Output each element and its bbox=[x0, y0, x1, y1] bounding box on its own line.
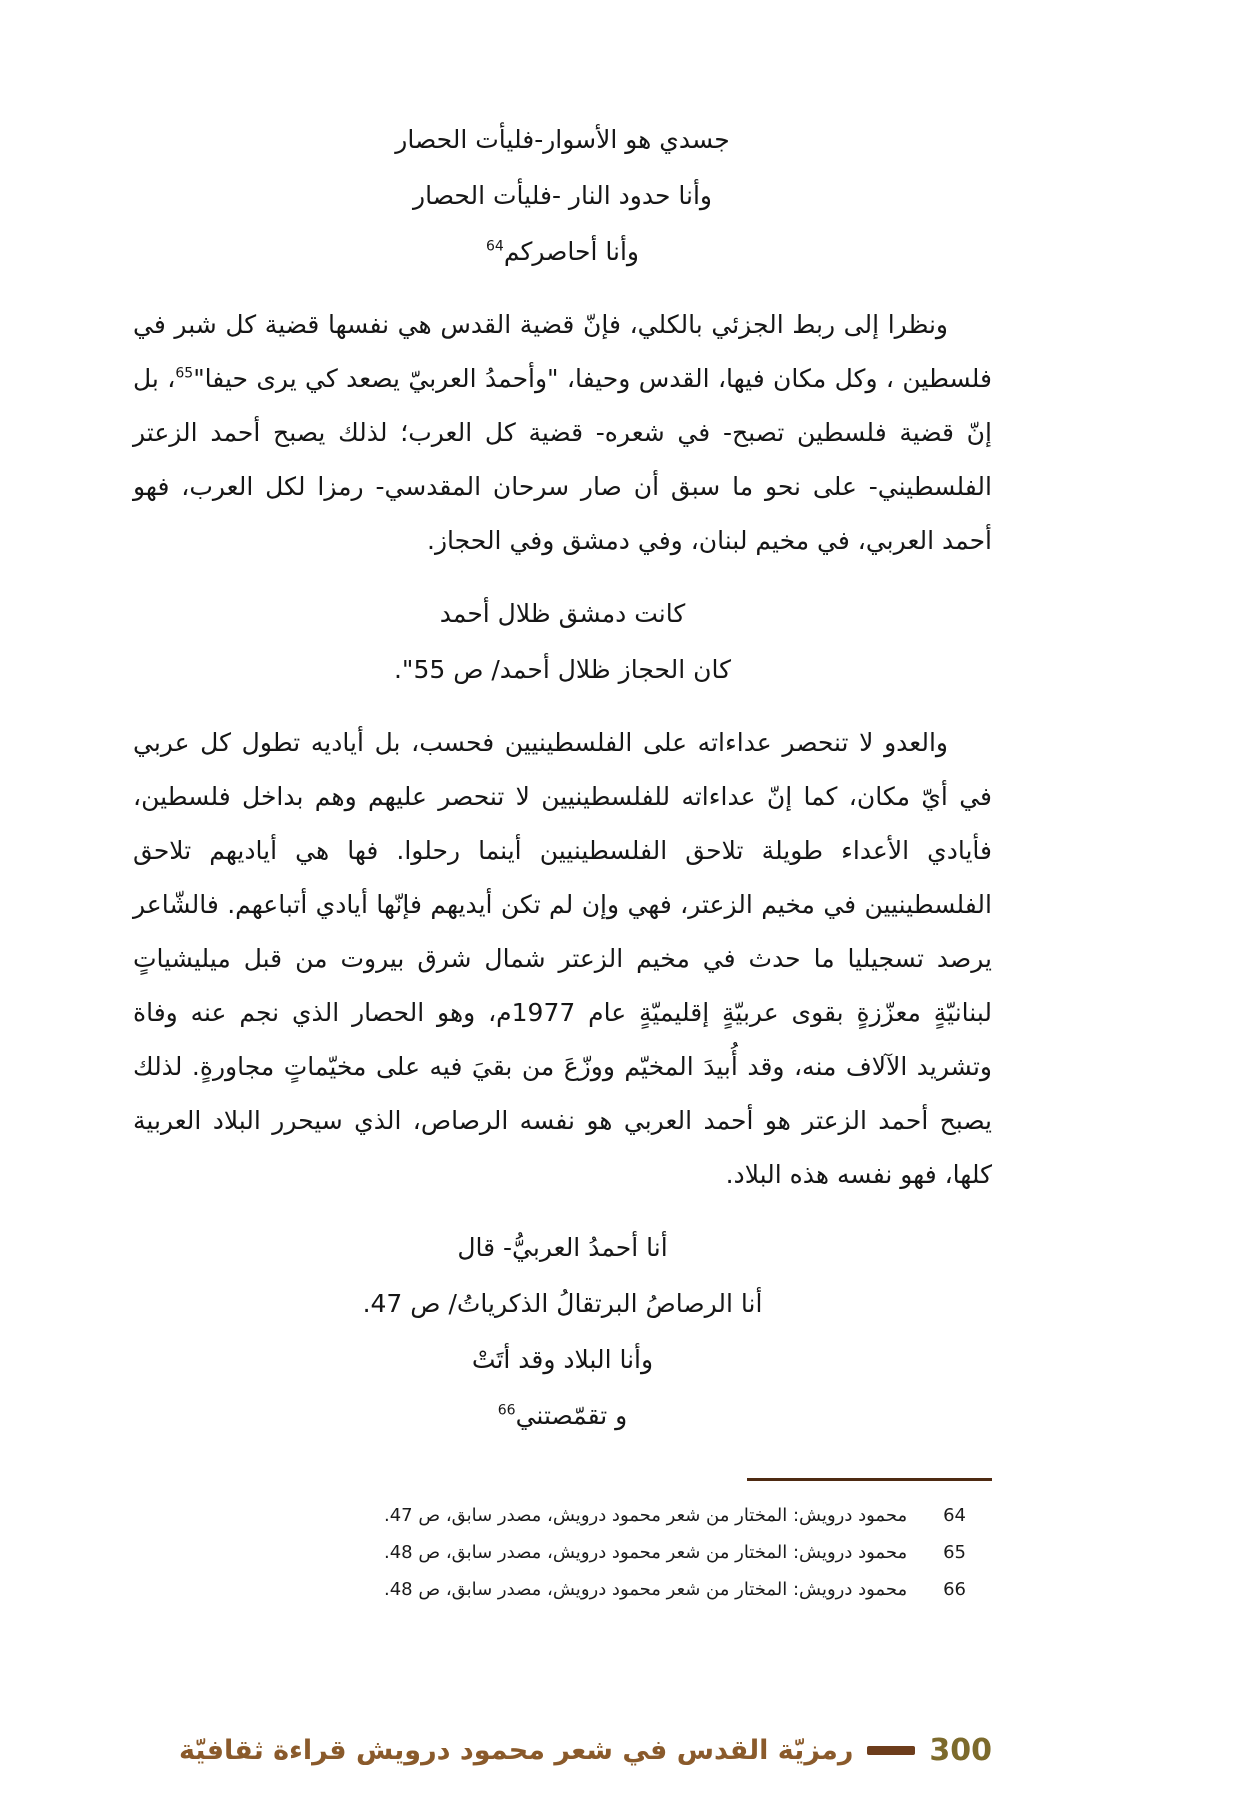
footnote-ref-65: 65 bbox=[175, 365, 194, 382]
footer-book-title: رمزيّة القدس في شعر محمود درويش قراءة ثقافيّة bbox=[178, 1735, 854, 1766]
paragraph-1-text-a: ونظرا إلى ربط الجزئي بالكلي، فإنّ قضية القدس هي نفسها قضية كل شبر في فلسطين ، وكل مكان فيها، القدس وحيفا، "وأحمدُ العربيّ يصعد كي يرى حيفا" bbox=[133, 310, 992, 393]
footnotes-section bbox=[133, 1497, 992, 1608]
poem-line: أنا أحمدُ العربيُّ- قال bbox=[457, 1233, 668, 1262]
poem-line: وأنا البلاد وقد أتَتْ bbox=[471, 1345, 654, 1374]
footnote-text: محمود درويش: المختار من شعر محمود درويش، مصدر سابق، ص 47. bbox=[383, 1505, 908, 1526]
page-footer bbox=[133, 1733, 992, 1768]
paragraph-1 bbox=[133, 298, 992, 568]
footnote-text: محمود درويش: المختار من شعر محمود درويش، مصدر سابق، ص 48. bbox=[383, 1579, 908, 1600]
poem-line bbox=[133, 224, 992, 280]
poem-quote-3 bbox=[133, 1220, 992, 1444]
poem-line: جسدي هو الأسوار-فليأت الحصار bbox=[395, 125, 730, 154]
footnote-item bbox=[133, 1497, 966, 1534]
footnote-ref-64: 64 bbox=[486, 238, 504, 255]
footnote-number: 64 bbox=[943, 1505, 966, 1526]
poem-quote-1 bbox=[133, 112, 992, 280]
footnote-number: 66 bbox=[943, 1579, 966, 1600]
footer-ornament-dash bbox=[867, 1746, 915, 1755]
poem-line-text: وأنا أحاصركم bbox=[503, 237, 639, 266]
footnote-ref-66: 66 bbox=[497, 1402, 516, 1419]
paragraph-2: والعدو لا تنحصر عداءاته على الفلسطينيين فحسب، بل أياديه تطول كل عربي في أيّ مكان، كما إنّ عداءاته للفلسطينيين لا تنحصر عليهم وهم بداخل فلسطين، فأيادي الأعداء طويلة تلاحق الفلسطينيين أينما رحلوا. فها هي أياديهم تلاحق الفلسطينيين في مخيم الزعتر، فهي وإن لم تكن أيديهم فإنّها أيادي أتباعهم. فالشّاعر يرصد تسجيليا ما حدث في مخيم الزعتر شمال شرق بيروت من قبل ميليشياتٍ لبنانيّةٍ معزّزةٍ بقوى عربيّةٍ إقليميّةٍ عام 1977م، وهو الحصار الذي نجم عنه وفاة وتشريد الآلاف منه، وقد أُبيدَ المخيّم ووزّعَ من بقيَ فيه على مخيّماتٍ مجاورةٍ. لذلك يصبح أحمد الزعتر هو أحمد العربي هو نفسه الرصاص، الذي سيحرر البلاد العربية كلها، فهو نفسه هذه البلاد. bbox=[133, 728, 992, 1189]
poem-line: كان الحجاز ظلال أحمد/ ص 55". bbox=[393, 655, 731, 684]
footnote-number: 65 bbox=[943, 1542, 966, 1563]
footnote-text: محمود درويش: المختار من شعر محمود درويش، مصدر سابق، ص 48. bbox=[383, 1542, 908, 1563]
poem-line-text: و تقمّصتني bbox=[515, 1401, 628, 1430]
poem-line: كانت دمشق ظلال أحمد bbox=[439, 599, 686, 628]
footnote-item bbox=[133, 1534, 966, 1571]
footnote-separator-rule bbox=[747, 1478, 992, 1481]
page-content bbox=[133, 0, 992, 1608]
paragraph-1-text-b: ، بل إنّ قضية فلسطين تصبح- في شعره- قضية كل العرب؛ لذلك يصبح أحمد الزعتر الفلسطيني- على نحو ما سبق أن صار سرحان المقدسي- رمزا لكل العرب، فهو أحمد العربي، في مخيم لبنان، وفي دمشق وفي الحجاز. bbox=[133, 364, 992, 555]
poem-line: وأنا حدود النار -فليأت الحصار bbox=[413, 181, 712, 210]
poem-quote-2 bbox=[133, 586, 992, 698]
footnote-item bbox=[133, 1571, 966, 1608]
poem-line: أنا الرصاصُ البرتقالُ الذكرياتُ/ ص 47. bbox=[362, 1289, 763, 1318]
poem-line bbox=[133, 1388, 992, 1444]
page-number: 300 bbox=[929, 1733, 992, 1768]
